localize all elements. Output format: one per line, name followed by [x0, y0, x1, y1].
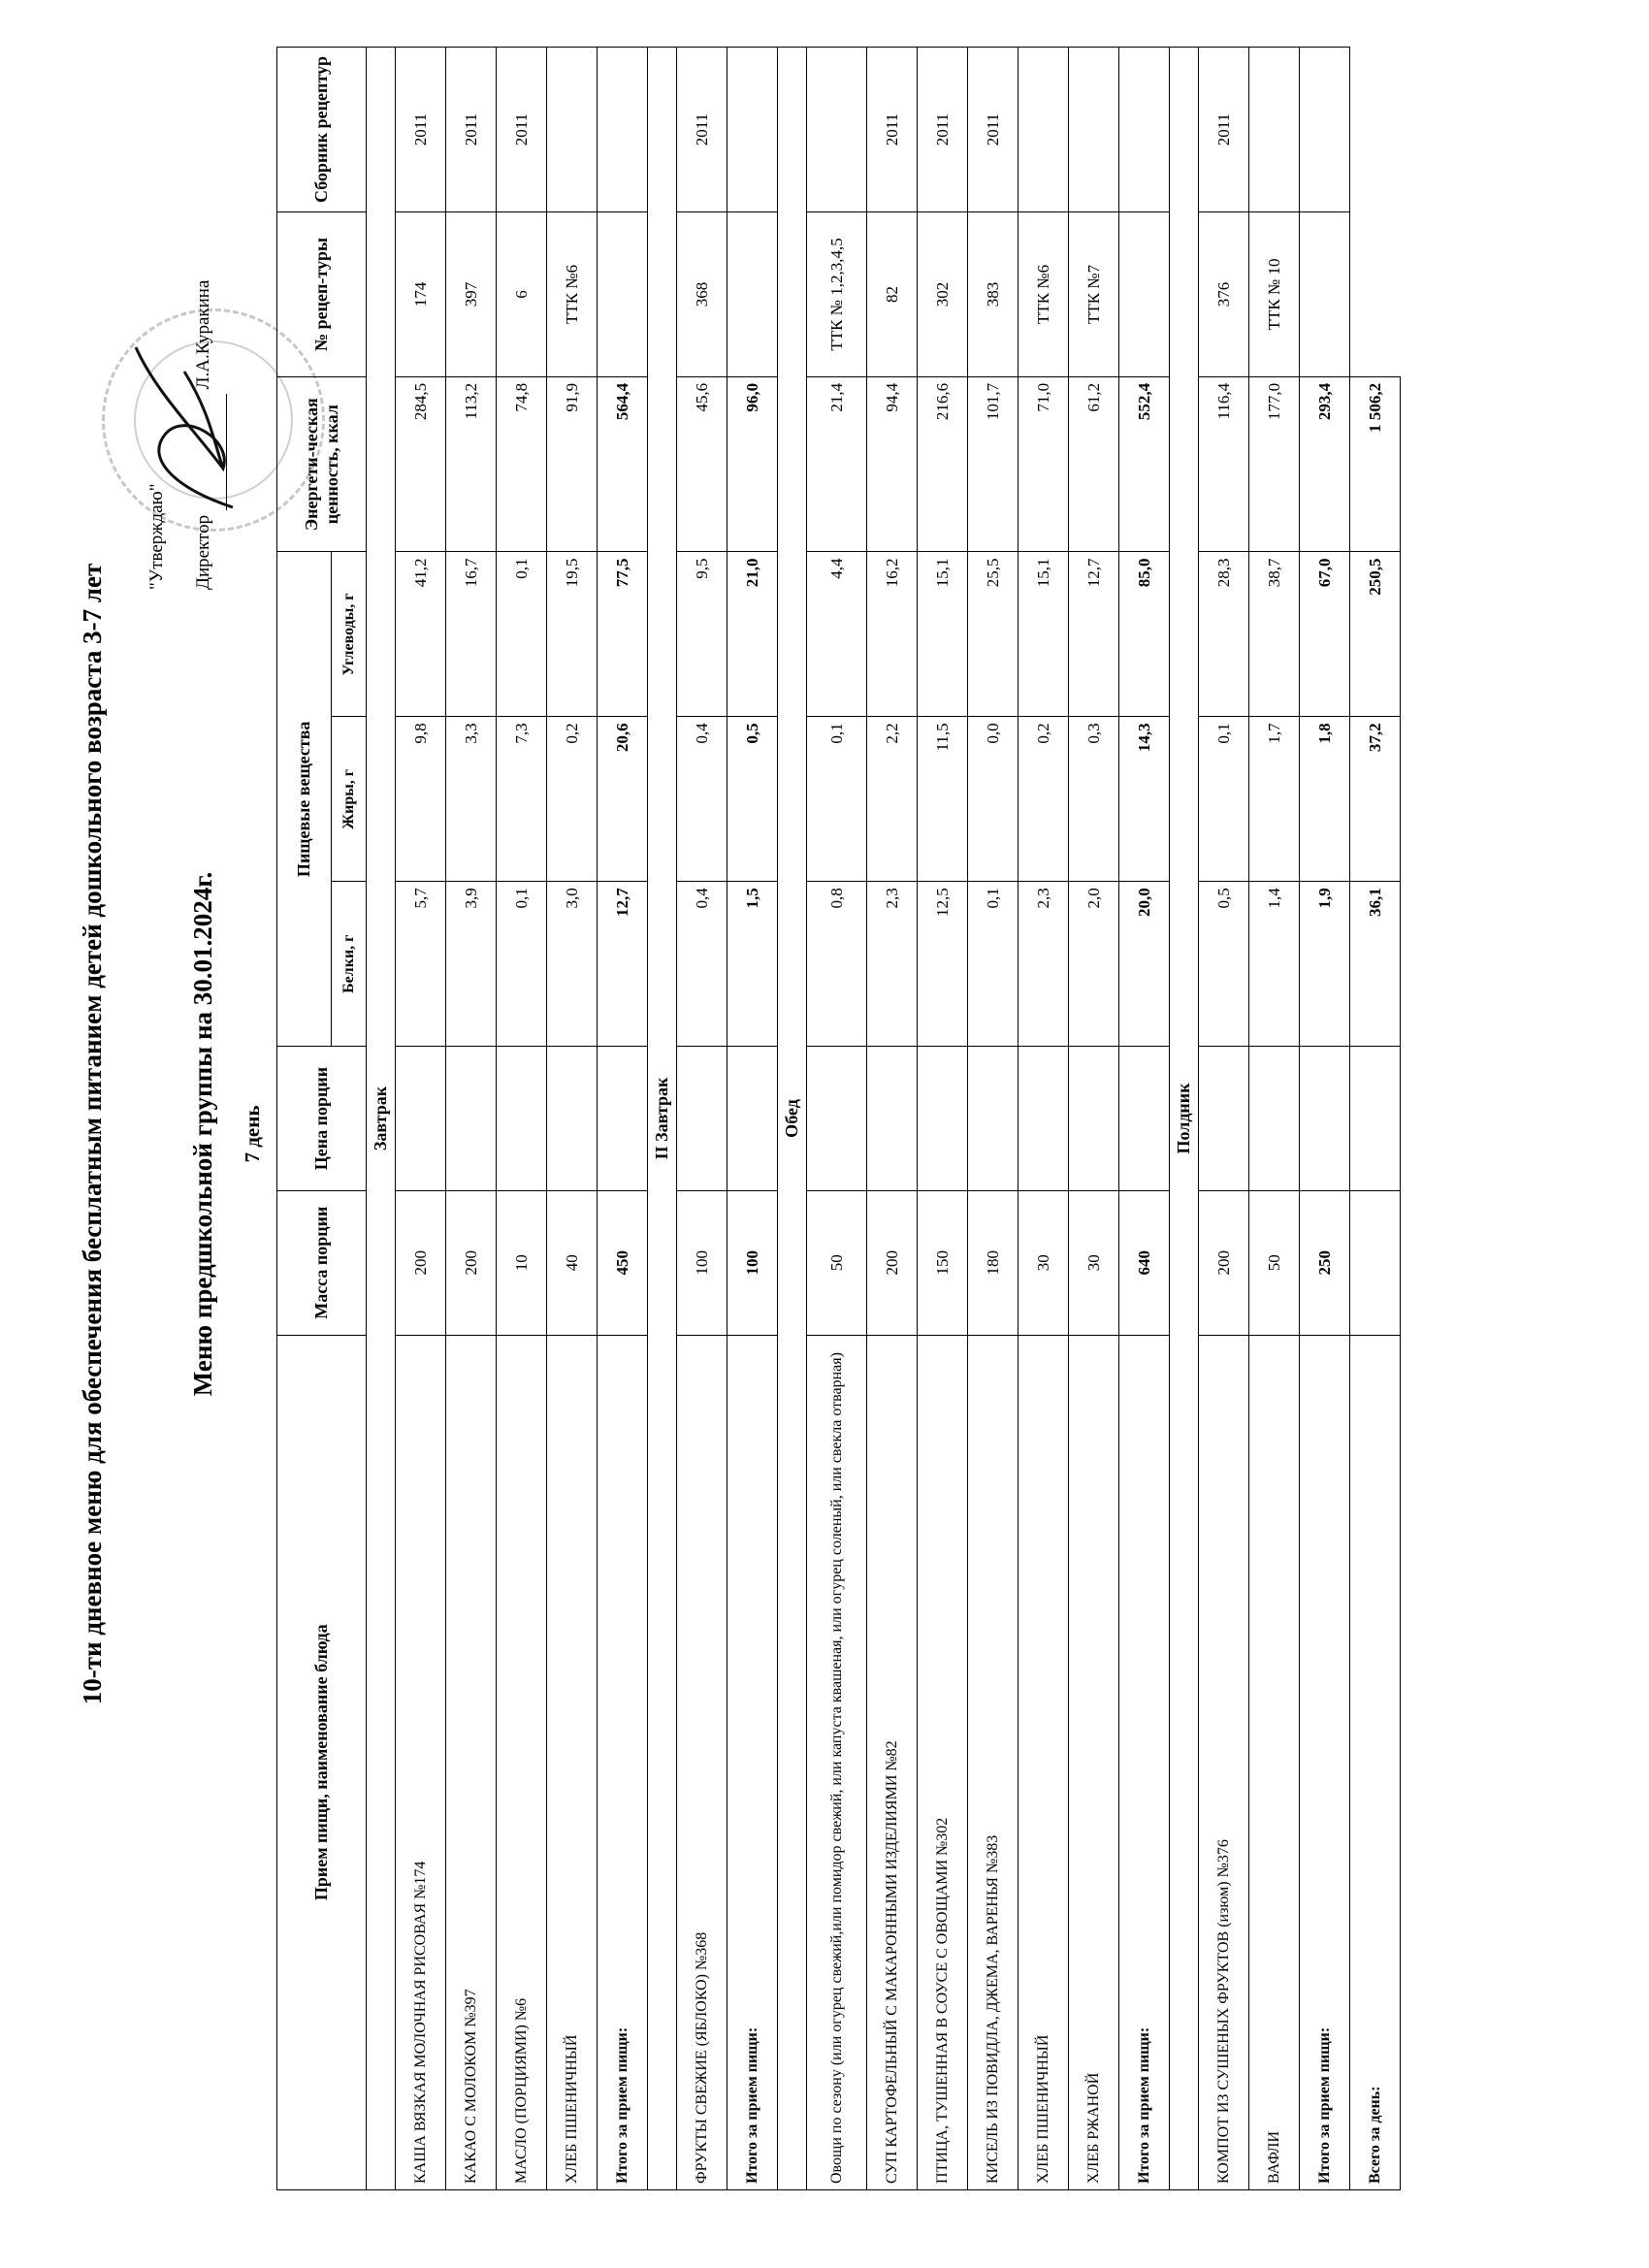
dish-fats-cell: 0,3: [1069, 717, 1119, 882]
dish-energy-cell: 101,7: [968, 376, 1018, 552]
total-energy-cell: 293,4: [1300, 376, 1350, 552]
dish-collection-cell: 2011: [918, 48, 968, 212]
dish-fats-cell: 11,5: [918, 717, 968, 882]
dish-proteins-cell: 3,9: [446, 882, 497, 1047]
dish-collection-cell: [1018, 48, 1069, 212]
header-price: Цена порции: [277, 1047, 367, 1191]
dish-energy-cell: 21,4: [807, 376, 867, 552]
header-proteins: Белки, г: [332, 882, 367, 1047]
document-title: 10-ти дневное меню для обеспечения бесплатным питанием детей дошкольного возраста 3-7 лет: [78, 563, 107, 1705]
dish-fats-cell: 2,2: [867, 717, 918, 882]
dish-name-cell: ХЛЕБ РЖАНОЙ: [1069, 1335, 1119, 2189]
dish-proteins-cell: 2,0: [1069, 882, 1119, 1047]
dish-mass-cell: 200: [446, 1190, 497, 1335]
meal-section-title: Полдник: [1170, 48, 1199, 2190]
meal-section-title: Обед: [778, 48, 807, 2190]
day-total-label-cell: Всего за день:: [1350, 1335, 1401, 2189]
dish-proteins-cell: 0,1: [968, 882, 1018, 1047]
dish-mass-cell: 50: [1249, 1190, 1300, 1335]
dish-energy-cell: 216,6: [918, 376, 968, 552]
dish-recipe-cell: ТТК № 1,2,3,4,5: [807, 212, 867, 377]
total-carbs-cell: 85,0: [1119, 552, 1170, 717]
dish-carbs-cell: 12,7: [1069, 552, 1119, 717]
total-collection-cell: [728, 48, 778, 212]
dish-name-cell: СУП КАРТОФЕЛЬНЫЙ С МАКАРОННЫМИ ИЗДЕЛИЯМИ №82: [867, 1335, 918, 2189]
dish-carbs-cell: 0,1: [497, 552, 547, 717]
total-mass-cell: 450: [598, 1190, 648, 1335]
dish-carbs-cell: 4,4: [807, 552, 867, 717]
dish-name-cell: Овощи по сезону (или огурец свежий,или помидор свежий, или капуста квашеная, или огурец соленый, или свекла отварная): [807, 1335, 867, 2189]
header-energy: Энергети-ческая ценность, ккал: [277, 376, 367, 552]
dish-recipe-cell: ТТК №6: [1018, 212, 1069, 377]
total-carbs-cell: 67,0: [1300, 552, 1350, 717]
dish-mass-cell: 200: [396, 1190, 446, 1335]
total-carbs-cell: 77,5: [598, 552, 648, 717]
dish-price-cell: [968, 1047, 1018, 1191]
dish-mass-cell: 100: [677, 1190, 728, 1335]
meal-section-row: [648, 48, 677, 2190]
day-total-carbs-cell: 250,5: [1350, 552, 1401, 717]
dish-proteins-cell: 0,1: [497, 882, 547, 1047]
dish-proteins-cell: 0,5: [1199, 882, 1249, 1047]
meal-total-row: [728, 48, 778, 2190]
dish-fats-cell: 0,1: [1199, 717, 1249, 882]
total-price-cell: [1119, 1047, 1170, 1191]
dish-collection-cell: 2011: [446, 48, 497, 212]
total-label-cell: Итого за прием пищи:: [728, 1335, 778, 2189]
meal-section-title: Завтрак: [367, 48, 396, 2190]
dish-mass-cell: 30: [1069, 1190, 1119, 1335]
dish-fats-cell: 3,3: [446, 717, 497, 882]
meal-section-row: [778, 48, 807, 2190]
dish-recipe-cell: 376: [1199, 212, 1249, 377]
dish-recipe-cell: 174: [396, 212, 446, 377]
dish-row: [1069, 48, 1119, 2190]
total-mass-cell: 640: [1119, 1190, 1170, 1335]
dish-row: [446, 48, 497, 2190]
meal-section-row: [367, 48, 396, 2190]
total-energy-cell: 564,4: [598, 376, 648, 552]
dish-row: [396, 48, 446, 2190]
total-collection-cell: [598, 48, 648, 212]
dish-price-cell: [807, 1047, 867, 1191]
total-label-cell: Итого за прием пищи:: [1119, 1335, 1170, 2189]
dish-mass-cell: 200: [1199, 1190, 1249, 1335]
total-recipe-cell: [728, 212, 778, 377]
menu-table: [276, 47, 1401, 2190]
total-fats-cell: 20,6: [598, 717, 648, 882]
total-price-cell: [598, 1047, 648, 1191]
total-recipe-cell: [1300, 212, 1350, 377]
dish-price-cell: [446, 1047, 497, 1191]
dish-carbs-cell: 16,2: [867, 552, 918, 717]
total-price-cell: [1300, 1047, 1350, 1191]
total-fats-cell: 1,8: [1300, 717, 1350, 882]
header-name: Прием пищи, наименование блюда: [277, 1335, 367, 2189]
dish-recipe-cell: 383: [968, 212, 1018, 377]
dish-fats-cell: 7,3: [497, 717, 547, 882]
dish-energy-cell: 61,2: [1069, 376, 1119, 552]
dish-proteins-cell: 5,7: [396, 882, 446, 1047]
dish-price-cell: [918, 1047, 968, 1191]
header-recipe: № рецеп-туры: [277, 212, 367, 377]
dish-name-cell: ВАФЛИ: [1249, 1335, 1300, 2189]
dish-proteins-cell: 12,5: [918, 882, 968, 1047]
dish-name-cell: КОМПОТ ИЗ СУШЕНЫХ ФРУКТОВ (изюм) №376: [1199, 1335, 1249, 2189]
signature-line: [226, 394, 227, 510]
header-carbs: Углеводы, г: [332, 552, 367, 717]
dish-mass-cell: 150: [918, 1190, 968, 1335]
dish-row: [807, 48, 867, 2190]
total-proteins-cell: 1,9: [1300, 882, 1350, 1047]
dish-name-cell: КАША ВЯЗКАЯ МОЛОЧНАЯ РИСОВАЯ №174: [396, 1335, 446, 2189]
approval-label: "Утверждаю": [146, 483, 167, 590]
dish-collection-cell: 2011: [677, 48, 728, 212]
total-recipe-cell: [1119, 212, 1170, 377]
dish-collection-cell: 2011: [1199, 48, 1249, 212]
meal-total-row: [1119, 48, 1170, 2190]
dish-carbs-cell: 15,1: [1018, 552, 1069, 717]
total-fats-cell: 0,5: [728, 717, 778, 882]
dish-price-cell: [1069, 1047, 1119, 1191]
header-mass: Масса порции: [277, 1190, 367, 1335]
day-total-price-cell: [1350, 1047, 1401, 1191]
dish-recipe-cell: ТТК № 10: [1249, 212, 1300, 377]
total-recipe-cell: [598, 212, 648, 377]
menu-subtitle: Меню предшкольной группы на 30.01.2024г.: [188, 871, 217, 1397]
day-label: 7 день: [241, 1105, 264, 1163]
total-price-cell: [728, 1047, 778, 1191]
dish-proteins-cell: 1,4: [1249, 882, 1300, 1047]
dish-energy-cell: 74,8: [497, 376, 547, 552]
dish-fats-cell: 1,7: [1249, 717, 1300, 882]
meal-section-title: II Завтрак: [648, 48, 677, 2190]
dish-recipe-cell: 6: [497, 212, 547, 377]
dish-name-cell: МАСЛО (ПОРЦИЯМИ) №6: [497, 1335, 547, 2189]
dish-row: [677, 48, 728, 2190]
dish-energy-cell: 94,4: [867, 376, 918, 552]
dish-recipe-cell: ТТК №6: [547, 212, 598, 377]
dish-carbs-cell: 28,3: [1199, 552, 1249, 717]
total-proteins-cell: 20,0: [1119, 882, 1170, 1047]
dish-proteins-cell: 2,3: [867, 882, 918, 1047]
dish-energy-cell: 45,6: [677, 376, 728, 552]
total-proteins-cell: 12,7: [598, 882, 648, 1047]
dish-name-cell: ХЛЕБ ПШЕНИЧНЫЙ: [547, 1335, 598, 2189]
day-total-mass-cell: [1350, 1190, 1401, 1335]
dish-name-cell: ПТИЦА, ТУШЕННАЯ В СОУСЕ С ОВОЩАМИ №302: [918, 1335, 968, 2189]
dish-carbs-cell: 41,2: [396, 552, 446, 717]
dish-row: [968, 48, 1018, 2190]
dish-mass-cell: 180: [968, 1190, 1018, 1335]
header-nutrients: Пищевые вещества: [277, 552, 332, 1047]
dish-proteins-cell: 2,3: [1018, 882, 1069, 1047]
dish-price-cell: [547, 1047, 598, 1191]
total-collection-cell: [1119, 48, 1170, 212]
dish-carbs-cell: 19,5: [547, 552, 598, 717]
dish-collection-cell: 2011: [968, 48, 1018, 212]
day-total-fats-cell: 37,2: [1350, 717, 1401, 882]
dish-name-cell: КИСЕЛЬ ИЗ ПОВИДЛА, ДЖЕМА, ВАРЕНЬЯ №383: [968, 1335, 1018, 2189]
dish-collection-cell: [547, 48, 598, 212]
dish-energy-cell: 91,9: [547, 376, 598, 552]
total-mass-cell: 250: [1300, 1190, 1350, 1335]
day-total-energy-cell: 1 506,2: [1350, 376, 1401, 552]
dish-collection-cell: 2011: [396, 48, 446, 212]
meal-section-row: [1170, 48, 1199, 2190]
total-fats-cell: 14,3: [1119, 717, 1170, 882]
dish-recipe-cell: ТТК №7: [1069, 212, 1119, 377]
dish-fats-cell: 0,0: [968, 717, 1018, 882]
dish-energy-cell: 71,0: [1018, 376, 1069, 552]
dish-price-cell: [1249, 1047, 1300, 1191]
dish-mass-cell: 200: [867, 1190, 918, 1335]
total-carbs-cell: 21,0: [728, 552, 778, 717]
dish-carbs-cell: 16,7: [446, 552, 497, 717]
dish-row: [547, 48, 598, 2190]
meal-total-row: [1300, 48, 1350, 2190]
header-fats: Жиры, г: [332, 717, 367, 882]
dish-row: [867, 48, 918, 2190]
day-total-proteins-cell: 36,1: [1350, 882, 1401, 1047]
dish-energy-cell: 284,5: [396, 376, 446, 552]
day-total-row: [1350, 48, 1401, 2190]
dish-price-cell: [677, 1047, 728, 1191]
dish-name-cell: КАКАО С МОЛОКОМ №397: [446, 1335, 497, 2189]
dish-carbs-cell: 25,5: [968, 552, 1018, 717]
dish-price-cell: [867, 1047, 918, 1191]
dish-fats-cell: 9,8: [396, 717, 446, 882]
dish-recipe-cell: 397: [446, 212, 497, 377]
meal-total-row: [598, 48, 648, 2190]
dish-mass-cell: 10: [497, 1190, 547, 1335]
dish-price-cell: [497, 1047, 547, 1191]
dish-fats-cell: 0,1: [807, 717, 867, 882]
dish-collection-cell: 2011: [867, 48, 918, 212]
dish-row: [497, 48, 547, 2190]
total-label-cell: Итого за прием пищи:: [598, 1335, 648, 2189]
director-label: Директор: [193, 514, 213, 590]
menu-body: [367, 48, 1401, 2190]
dish-recipe-cell: 368: [677, 212, 728, 377]
dish-energy-cell: 177,0: [1249, 376, 1300, 552]
total-collection-cell: [1300, 48, 1350, 212]
dish-collection-cell: [1069, 48, 1119, 212]
dish-price-cell: [1018, 1047, 1069, 1191]
dish-carbs-cell: 9,5: [677, 552, 728, 717]
total-label-cell: Итого за прием пищи:: [1300, 1335, 1350, 2189]
dish-energy-cell: 113,2: [446, 376, 497, 552]
total-mass-cell: 100: [728, 1190, 778, 1335]
dish-name-cell: ХЛЕБ ПШЕНИЧНЫЙ: [1018, 1335, 1069, 2189]
dish-price-cell: [1199, 1047, 1249, 1191]
dish-row: [918, 48, 968, 2190]
dish-row: [1249, 48, 1300, 2190]
dish-fats-cell: 0,2: [1018, 717, 1069, 882]
total-proteins-cell: 1,5: [728, 882, 778, 1047]
dish-carbs-cell: 38,7: [1249, 552, 1300, 717]
dish-recipe-cell: 302: [918, 212, 968, 377]
dish-carbs-cell: 15,1: [918, 552, 968, 717]
header-collection: Сборник рецептур: [277, 48, 367, 212]
dish-energy-cell: 116,4: [1199, 376, 1249, 552]
dish-collection-cell: [807, 48, 867, 212]
dish-proteins-cell: 0,8: [807, 882, 867, 1047]
dish-row: [1199, 48, 1249, 2190]
dish-proteins-cell: 0,4: [677, 882, 728, 1047]
director-name: Л.А.Куракина: [193, 279, 213, 390]
dish-mass-cell: 40: [547, 1190, 598, 1335]
dish-price-cell: [396, 1047, 446, 1191]
dish-fats-cell: 0,2: [547, 717, 598, 882]
dish-row: [1018, 48, 1069, 2190]
dish-mass-cell: 30: [1018, 1190, 1069, 1335]
dish-recipe-cell: 82: [867, 212, 918, 377]
dish-mass-cell: 50: [807, 1190, 867, 1335]
dish-fats-cell: 0,4: [677, 717, 728, 882]
dish-proteins-cell: 3,0: [547, 882, 598, 1047]
total-energy-cell: 552,4: [1119, 376, 1170, 552]
dish-collection-cell: 2011: [497, 48, 547, 212]
dish-name-cell: ФРУКТЫ СВЕЖИЕ (ЯБЛОКО) №368: [677, 1335, 728, 2189]
dish-collection-cell: [1249, 48, 1300, 212]
total-energy-cell: 96,0: [728, 376, 778, 552]
